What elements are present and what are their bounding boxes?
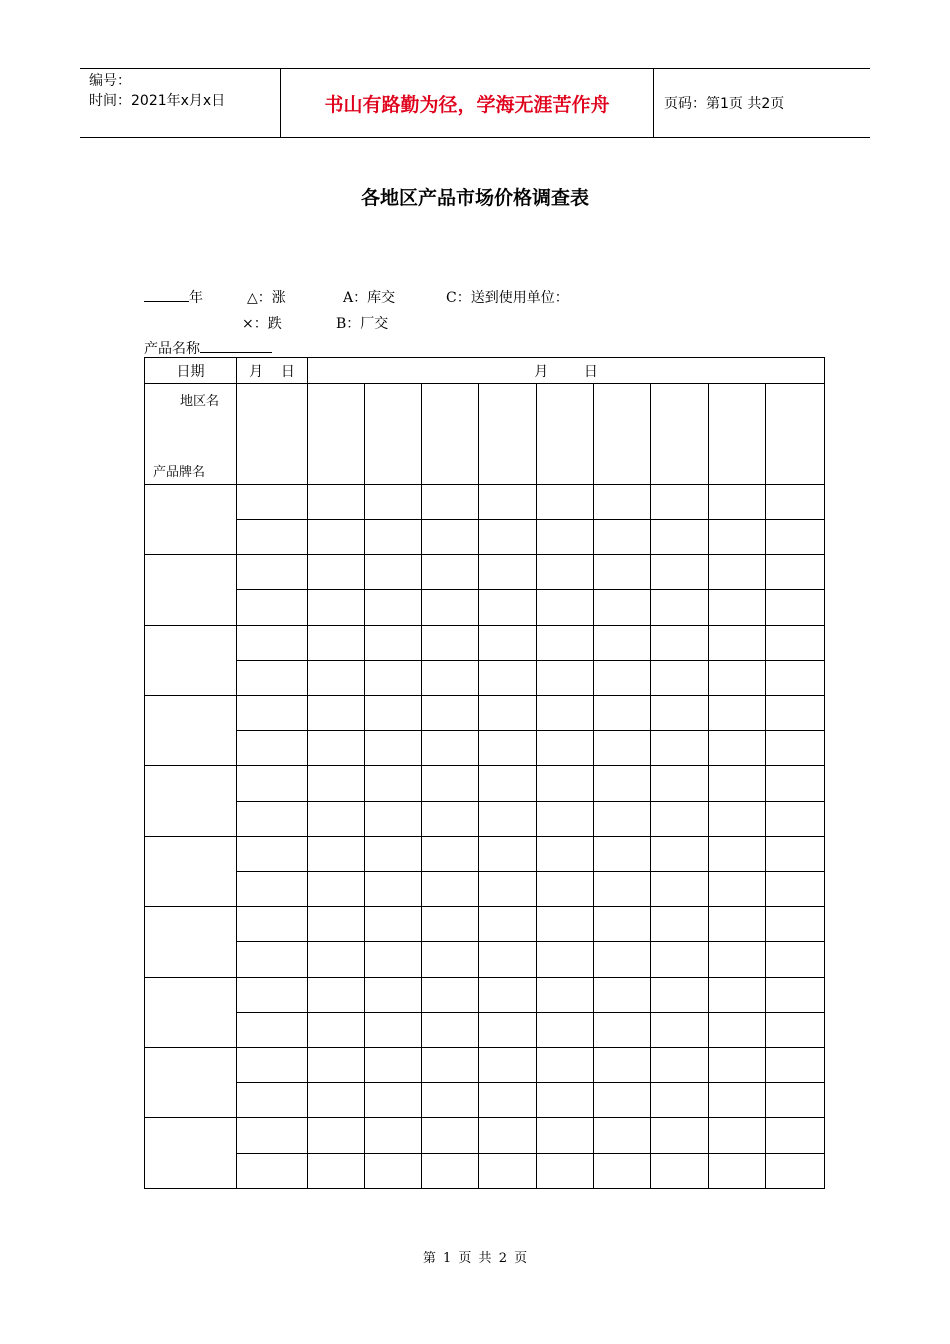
price-cell[interactable] [766, 766, 825, 801]
table-row [145, 1153, 825, 1188]
price-cell[interactable] [594, 1153, 651, 1188]
document-header [80, 68, 870, 138]
table-row [145, 590, 825, 625]
price-cell[interactable] [308, 836, 365, 871]
price-survey-table [144, 357, 825, 1189]
price-cell[interactable] [365, 555, 422, 590]
price-cell[interactable] [479, 942, 537, 977]
price-cell[interactable] [237, 1153, 308, 1188]
price-cell[interactable] [709, 695, 766, 730]
price-cell[interactable] [237, 1083, 308, 1118]
price-cell[interactable] [594, 1048, 651, 1083]
price-cell[interactable] [422, 590, 479, 625]
product-name-field [144, 338, 272, 358]
price-cell[interactable] [709, 555, 766, 590]
product-name-blank [200, 338, 272, 353]
price-cell[interactable] [537, 836, 594, 871]
table-row [145, 1118, 825, 1153]
price-cell[interactable] [365, 801, 422, 836]
price-cell[interactable] [422, 836, 479, 871]
price-cell[interactable] [237, 836, 308, 871]
price-cell[interactable] [537, 625, 594, 660]
price-cell[interactable] [651, 555, 709, 590]
price-cell[interactable] [422, 660, 479, 695]
price-cell[interactable] [594, 695, 651, 730]
brand-cell[interactable] [145, 625, 237, 695]
price-cell[interactable] [365, 1118, 422, 1153]
legend-rise: △：涨 [247, 290, 286, 306]
brand-cell[interactable] [145, 1048, 237, 1118]
price-cell[interactable] [365, 871, 422, 906]
table-row [145, 766, 825, 801]
price-cell[interactable] [594, 625, 651, 660]
price-cell[interactable] [651, 871, 709, 906]
price-cell[interactable] [537, 977, 594, 1012]
table-body [145, 484, 825, 1188]
price-cell[interactable] [766, 590, 825, 625]
price-cell[interactable] [308, 519, 365, 554]
brand-cell[interactable] [145, 484, 237, 554]
price-cell[interactable] [594, 907, 651, 942]
year-field [144, 287, 203, 307]
region-header-row [145, 384, 825, 485]
price-cell[interactable] [766, 1118, 825, 1153]
price-cell[interactable] [422, 1118, 479, 1153]
price-cell[interactable] [365, 590, 422, 625]
price-cell[interactable] [422, 1083, 479, 1118]
price-cell[interactable] [651, 484, 709, 519]
price-cell[interactable] [651, 590, 709, 625]
legend-a: A：库交 [343, 290, 396, 306]
price-cell[interactable] [308, 555, 365, 590]
price-cell[interactable] [766, 519, 825, 554]
price-cell[interactable] [651, 1048, 709, 1083]
price-cell[interactable] [709, 871, 766, 906]
price-cell[interactable] [237, 942, 308, 977]
table-row [145, 1012, 825, 1047]
price-cell[interactable] [537, 1083, 594, 1118]
brand-cell[interactable] [145, 766, 237, 836]
price-cell[interactable] [537, 907, 594, 942]
price-cell[interactable] [651, 836, 709, 871]
price-cell[interactable] [766, 1153, 825, 1188]
price-cell[interactable] [479, 660, 537, 695]
price-cell[interactable] [308, 977, 365, 1012]
price-cell[interactable] [594, 1118, 651, 1153]
price-cell[interactable] [594, 519, 651, 554]
price-cell[interactable] [709, 1083, 766, 1118]
region-brand-header-cell [145, 384, 237, 485]
price-cell[interactable] [594, 484, 651, 519]
price-cell[interactable] [709, 590, 766, 625]
price-cell[interactable] [237, 871, 308, 906]
price-cell[interactable] [479, 519, 537, 554]
price-cell[interactable] [479, 977, 537, 1012]
price-cell[interactable] [365, 519, 422, 554]
price-cell[interactable] [651, 695, 709, 730]
price-cell[interactable] [422, 695, 479, 730]
price-cell[interactable] [594, 766, 651, 801]
price-cell[interactable] [709, 1153, 766, 1188]
price-cell[interactable] [594, 555, 651, 590]
price-cell[interactable] [766, 1012, 825, 1047]
header-motto: 书山有路勤为径，学海无涯苦作舟 [281, 69, 654, 137]
price-cell[interactable] [651, 801, 709, 836]
price-cell[interactable] [365, 1048, 422, 1083]
page-footer: 第 1 页 共 2 页 [422, 1251, 528, 1266]
price-cell[interactable] [651, 1012, 709, 1047]
price-cell[interactable] [537, 695, 594, 730]
price-cell[interactable] [365, 1012, 422, 1047]
price-cell[interactable] [308, 801, 365, 836]
price-cell[interactable] [365, 484, 422, 519]
price-cell[interactable] [479, 1153, 537, 1188]
table-row [145, 801, 825, 836]
price-cell[interactable] [594, 1012, 651, 1047]
region-name-label: 地区名 [180, 394, 220, 410]
price-cell[interactable] [594, 836, 651, 871]
price-cell[interactable] [308, 1118, 365, 1153]
price-cell[interactable] [709, 766, 766, 801]
table-row [145, 907, 825, 942]
table-row [145, 555, 825, 590]
table-row [145, 484, 825, 519]
price-cell[interactable] [651, 766, 709, 801]
price-cell[interactable] [479, 695, 537, 730]
price-cell[interactable] [422, 907, 479, 942]
price-cell[interactable] [594, 660, 651, 695]
price-cell[interactable] [766, 695, 825, 730]
price-cell[interactable] [365, 731, 422, 766]
brand-cell[interactable] [145, 695, 237, 765]
price-cell[interactable] [766, 625, 825, 660]
price-cell[interactable] [651, 1083, 709, 1118]
date-row [145, 358, 825, 384]
price-cell[interactable] [237, 801, 308, 836]
price-cell[interactable] [709, 660, 766, 695]
price-cell[interactable] [537, 660, 594, 695]
legend-c: C：送到使用单位： [446, 290, 569, 306]
price-cell[interactable] [766, 731, 825, 766]
price-cell[interactable] [594, 731, 651, 766]
price-cell[interactable] [479, 1083, 537, 1118]
table-row [145, 871, 825, 906]
price-cell[interactable] [766, 1083, 825, 1118]
price-cell[interactable] [651, 519, 709, 554]
price-cell[interactable] [308, 731, 365, 766]
price-cell[interactable] [594, 801, 651, 836]
price-cell[interactable] [651, 625, 709, 660]
price-cell[interactable] [237, 590, 308, 625]
header-info-cell [80, 69, 281, 137]
price-cell[interactable] [479, 871, 537, 906]
price-cell[interactable] [709, 1012, 766, 1047]
price-cell[interactable] [479, 907, 537, 942]
price-cell[interactable] [479, 590, 537, 625]
price-cell[interactable] [237, 977, 308, 1012]
price-cell[interactable] [479, 625, 537, 660]
table-row [145, 660, 825, 695]
table-row [145, 625, 825, 660]
price-cell[interactable] [308, 660, 365, 695]
price-cell[interactable] [709, 1048, 766, 1083]
price-cell[interactable] [709, 731, 766, 766]
price-cell[interactable] [537, 766, 594, 801]
price-cell[interactable] [422, 519, 479, 554]
price-cell[interactable] [422, 942, 479, 977]
legend-b: B：厂交 [336, 316, 389, 332]
price-cell[interactable] [365, 907, 422, 942]
price-cell[interactable] [479, 1048, 537, 1083]
price-cell[interactable] [237, 660, 308, 695]
price-cell[interactable] [365, 625, 422, 660]
price-cell[interactable] [308, 1012, 365, 1047]
price-cell[interactable] [308, 871, 365, 906]
price-cell[interactable] [422, 977, 479, 1012]
table-row [145, 695, 825, 730]
price-cell[interactable] [766, 484, 825, 519]
price-cell[interactable] [422, 1153, 479, 1188]
price-cell[interactable] [537, 555, 594, 590]
price-cell[interactable] [537, 871, 594, 906]
price-cell[interactable] [594, 871, 651, 906]
date-label-cell: 日期 [145, 358, 237, 384]
price-cell[interactable] [237, 731, 308, 766]
legend-fall: ×：跌 [242, 316, 282, 332]
price-cell[interactable] [479, 1012, 537, 1047]
brand-cell[interactable] [145, 1118, 237, 1189]
table-row [145, 1083, 825, 1118]
price-cell[interactable] [594, 590, 651, 625]
price-cell[interactable] [766, 801, 825, 836]
price-cell[interactable] [594, 942, 651, 977]
price-cell[interactable] [422, 801, 479, 836]
price-cell[interactable] [766, 871, 825, 906]
price-cell[interactable] [537, 1012, 594, 1047]
price-cell[interactable] [709, 907, 766, 942]
year-suffix: 年 [189, 290, 203, 306]
price-cell[interactable] [308, 484, 365, 519]
price-cell[interactable] [537, 1048, 594, 1083]
second-date-cell: 月 日 [308, 358, 825, 384]
price-cell[interactable] [537, 942, 594, 977]
price-cell[interactable] [479, 801, 537, 836]
price-cell[interactable] [422, 766, 479, 801]
price-cell[interactable] [237, 1012, 308, 1047]
table-row [145, 731, 825, 766]
price-cell[interactable] [237, 766, 308, 801]
header-page-info: 页码：第1页 共2页 [664, 96, 785, 112]
price-cell[interactable] [766, 1048, 825, 1083]
price-cell[interactable] [651, 977, 709, 1012]
price-cell[interactable] [651, 1118, 709, 1153]
price-cell[interactable] [766, 907, 825, 942]
price-cell[interactable] [422, 731, 479, 766]
price-cell[interactable] [766, 836, 825, 871]
price-cell[interactable] [651, 660, 709, 695]
price-cell[interactable] [308, 766, 365, 801]
price-cell[interactable] [422, 484, 479, 519]
price-cell[interactable] [365, 660, 422, 695]
price-cell[interactable] [237, 695, 308, 730]
price-cell[interactable] [766, 977, 825, 1012]
price-cell[interactable] [237, 519, 308, 554]
price-cell[interactable] [479, 1118, 537, 1153]
price-cell[interactable] [237, 907, 308, 942]
price-cell[interactable] [308, 695, 365, 730]
price-cell[interactable] [422, 871, 479, 906]
price-cell[interactable] [479, 555, 537, 590]
price-cell[interactable] [237, 625, 308, 660]
price-cell[interactable] [766, 660, 825, 695]
table-row [145, 519, 825, 554]
price-cell[interactable] [479, 836, 537, 871]
price-cell[interactable] [537, 1153, 594, 1188]
price-cell[interactable] [365, 695, 422, 730]
year-blank [144, 287, 189, 302]
price-cell[interactable] [308, 942, 365, 977]
price-cell[interactable] [422, 625, 479, 660]
price-cell[interactable] [709, 484, 766, 519]
brand-cell[interactable] [145, 977, 237, 1047]
price-cell[interactable] [709, 801, 766, 836]
price-cell[interactable] [709, 942, 766, 977]
price-cell[interactable] [308, 1083, 365, 1118]
price-cell[interactable] [537, 1118, 594, 1153]
price-cell[interactable] [308, 907, 365, 942]
price-cell[interactable] [709, 977, 766, 1012]
price-cell[interactable] [365, 766, 422, 801]
price-cell[interactable] [709, 1118, 766, 1153]
price-cell[interactable] [479, 766, 537, 801]
price-cell[interactable] [537, 484, 594, 519]
serial-number-label: 编号： [89, 73, 131, 89]
price-cell[interactable] [651, 1153, 709, 1188]
table-row [145, 942, 825, 977]
price-cell[interactable] [308, 625, 365, 660]
price-cell[interactable] [537, 801, 594, 836]
price-cell[interactable] [422, 555, 479, 590]
brand-cell[interactable] [145, 836, 237, 906]
price-cell[interactable] [365, 942, 422, 977]
price-cell[interactable] [365, 836, 422, 871]
price-cell[interactable] [766, 555, 825, 590]
price-cell[interactable] [237, 555, 308, 590]
price-cell[interactable] [365, 977, 422, 1012]
price-cell[interactable] [709, 519, 766, 554]
price-cell[interactable] [237, 1048, 308, 1083]
price-cell[interactable] [709, 625, 766, 660]
brand-cell[interactable] [145, 907, 237, 977]
table-row [145, 1048, 825, 1083]
brand-name-label: 产品牌名 [153, 464, 206, 480]
table-row [145, 836, 825, 871]
price-cell[interactable] [308, 1153, 365, 1188]
price-cell[interactable] [709, 836, 766, 871]
price-cell[interactable] [594, 977, 651, 1012]
price-cell[interactable] [651, 731, 709, 766]
page-title: 各地区产品市场价格调查表 [360, 187, 589, 209]
price-cell[interactable] [237, 1118, 308, 1153]
time-label: 时间：2021年x月x日 [89, 93, 226, 109]
price-cell[interactable] [766, 942, 825, 977]
price-cell[interactable] [308, 1048, 365, 1083]
price-cell[interactable] [537, 590, 594, 625]
price-cell[interactable] [537, 519, 594, 554]
table-row [145, 977, 825, 1012]
price-cell[interactable] [651, 942, 709, 977]
price-cell[interactable] [479, 484, 537, 519]
product-name-label: 产品名称 [144, 341, 200, 357]
price-cell[interactable] [365, 1083, 422, 1118]
price-cell[interactable] [537, 731, 594, 766]
price-cell[interactable] [479, 731, 537, 766]
price-cell[interactable] [308, 590, 365, 625]
brand-cell[interactable] [145, 555, 237, 625]
first-date-cell: 月 日 [237, 358, 308, 384]
price-cell[interactable] [422, 1048, 479, 1083]
price-cell[interactable] [237, 484, 308, 519]
price-cell[interactable] [651, 907, 709, 942]
price-cell[interactable] [422, 1012, 479, 1047]
price-cell[interactable] [594, 1083, 651, 1118]
price-cell[interactable] [365, 1153, 422, 1188]
